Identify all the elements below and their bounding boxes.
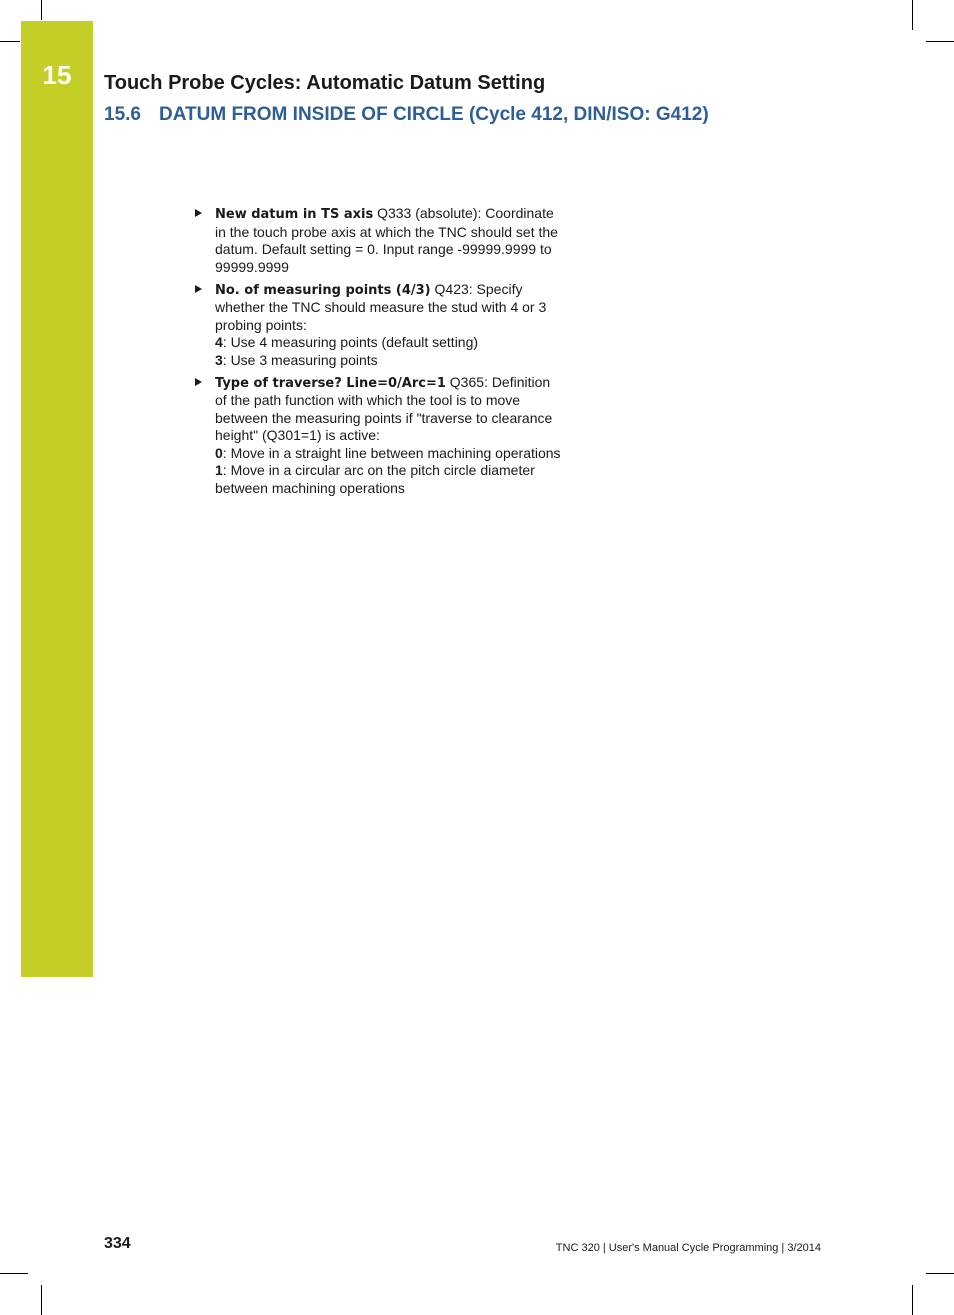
option-key: 4 [215, 334, 223, 350]
crop-mark [912, 1285, 913, 1315]
footer-text: TNC 320 | User's Manual Cycle Programming | 3/2014 [555, 1242, 821, 1254]
list-item [195, 281, 565, 370]
option-key: 1 [215, 462, 223, 478]
list-item [195, 374, 565, 498]
option-text: : Move in a circular arc on the pitch circle diameter between machining operations [215, 462, 535, 496]
crop-mark [926, 1273, 954, 1274]
crop-mark [926, 41, 954, 42]
parameter-list [195, 205, 565, 502]
option-text: : Use 4 measuring points (default setting) [222, 334, 479, 350]
page-number: 334 [104, 1235, 131, 1252]
triangle-bullet-icon [195, 209, 202, 217]
parameter-name: No. of measuring points (4/3) [215, 282, 431, 298]
crop-mark [912, 0, 913, 30]
option-key: 0 [215, 444, 223, 461]
parameter-description: Q333 (absolute): Coordinate in the touch probe axis at which the TNC should set the datum. Default setting = 0. Input range -99999.9999 to 99999.9999 [215, 205, 558, 275]
crop-mark [0, 1273, 28, 1274]
section-number: 15.6 [104, 104, 141, 125]
parameter-name: Type of traverse? Line=0/Arc=1 [215, 375, 446, 391]
triangle-bullet-icon [195, 378, 202, 386]
option-text: : Use 3 measuring points [222, 351, 378, 368]
crop-mark [41, 0, 42, 20]
chapter-number: 15 [42, 60, 72, 90]
crop-mark [41, 1285, 42, 1315]
parameter-description: Q365: Definition of the path function with which the tool is to move between the measuring points if "traverse to clearance height" (Q301=1) is active: [215, 373, 553, 443]
option-text: : Move in a straight line between machining operations [222, 444, 561, 461]
chapter-title: Touch Probe Cycles: Automatic Datum Setting [104, 72, 546, 94]
parameter-description: Q423: Specify whether the TNC should measure the stud with 4 or 3 probing points: [215, 280, 547, 333]
crop-mark [0, 41, 20, 42]
section-title-text: DATUM FROM INSIDE OF CIRCLE (Cycle 412, DIN/ISO: G412) [158, 104, 709, 125]
option-key: 3 [215, 351, 223, 368]
triangle-bullet-icon [195, 285, 202, 293]
list-item [195, 205, 565, 276]
chapter-tab [21, 21, 93, 977]
section-title [104, 104, 709, 126]
parameter-name: New datum in TS axis [215, 207, 374, 222]
